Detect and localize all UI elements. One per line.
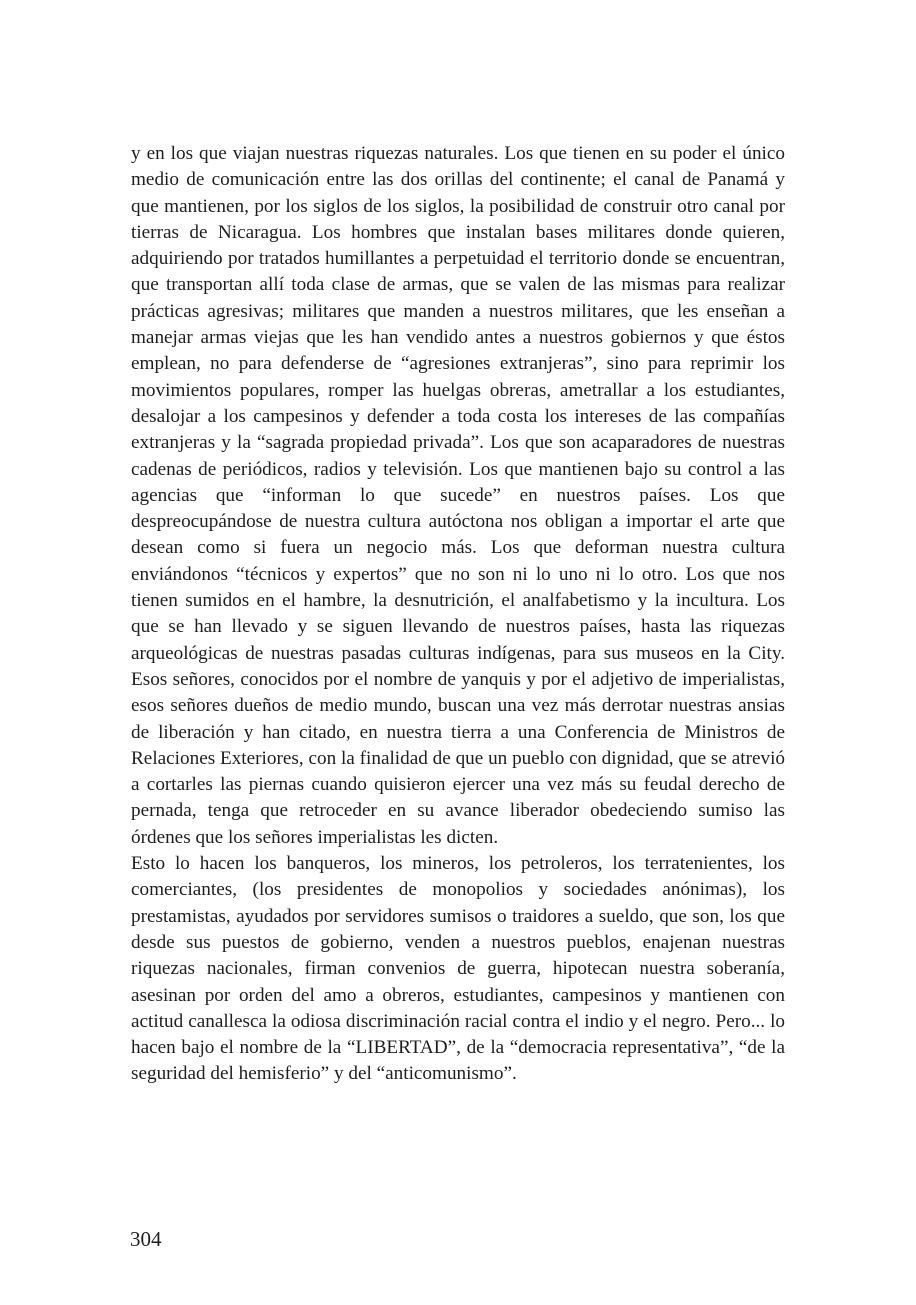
paragraph-2: Esto lo hacen los banqueros, los mineros, los petroleros, los terratenientes, los comerciantes, (los presidentes de monopolios y sociedades anónimas), los prestamistas, ayudados por servidores sumisos o traidores a sueldo, que son, los que desde sus puestos de gobierno, venden a nuestros pueblos, enajenan nuestras riquezas nacionales, firman convenios de guerra, hipotecan nuestra soberanía, asesinan por orden del amo a obreros, estudiantes, campesinos y mantienen con actitud canallesca la odiosa discriminación racial contra el indio y el negro. Pero... lo hacen bajo el nombre de la “LIBERTAD”, de la “democracia representativa”, “de la seguridad del hemisferio” y del “anticomunismo”.	[131, 853, 785, 1085]
paragraph-1: y en los que viajan nuestras riquezas naturales. Los que tienen en su poder el único medio de comunicación entre las dos orillas del continente; el canal de Panamá y que mantienen, por los siglos de los siglos, la posibilidad de construir otro canal por tierras de Nicaragua. Los hombres que instalan bases militares donde quieren, adquiriendo por tratados humillantes a perpetuidad el territorio donde se encuentran, que transportan allí toda clase de armas, que se valen de las mismas para realizar prácticas agresivas; militares que manden a nuestros militares, que les enseñan a manejar armas viejas que les han vendido antes a nuestros gobiernos y que éstos emplean, no para defenderse de “agresiones extranjeras”, sino para reprimir los movimientos populares, romper las huelgas obreras, ametrallar a los estudiantes, desalojar a los campesinos y defender a toda costa los intereses de las compañías extranjeras y la “sagrada propiedad privada”. Los que son acaparadores de nuestras cadenas de periódicos, radios y televisión. Los que mantienen bajo su control a las agencias que “informan lo que sucede” en nuestros países. Los que despreocupándose de nuestra cultura autóctona nos obligan a importar el arte que desean como si fuera un negocio más. Los que deforman nuestra cultura enviándonos “técnicos y expertos” que no son ni lo uno ni lo otro. Los que nos tienen sumidos en el hambre, la desnutrición, el analfabetismo y la incultura. Los que se han llevado y se siguen llevando de nuestros países, hasta las riquezas arqueológicas de nuestras pasadas culturas indígenas, para sus museos en la City. Esos señores, conocidos por el nombre de yanquis y por el adjetivo de imperialistas, esos señores dueños de medio mundo, buscan una vez más derrotar nuestras ansias de liberación y han citado, en nuestra tierra a una Conferencia de Ministros de Relaciones Exteriores, con la finalidad de que un pueblo con dignidad, que se atrevió a cortarles las piernas cuando quisieron ejercer una vez más su feudal derecho de pernada, tenga que retroceder en su avance liberador obedeciendo sumiso las órdenes que los señores imperialistas les dicten.	[131, 143, 785, 848]
page-number: 304	[130, 1227, 162, 1251]
body-text	[131, 141, 785, 1088]
